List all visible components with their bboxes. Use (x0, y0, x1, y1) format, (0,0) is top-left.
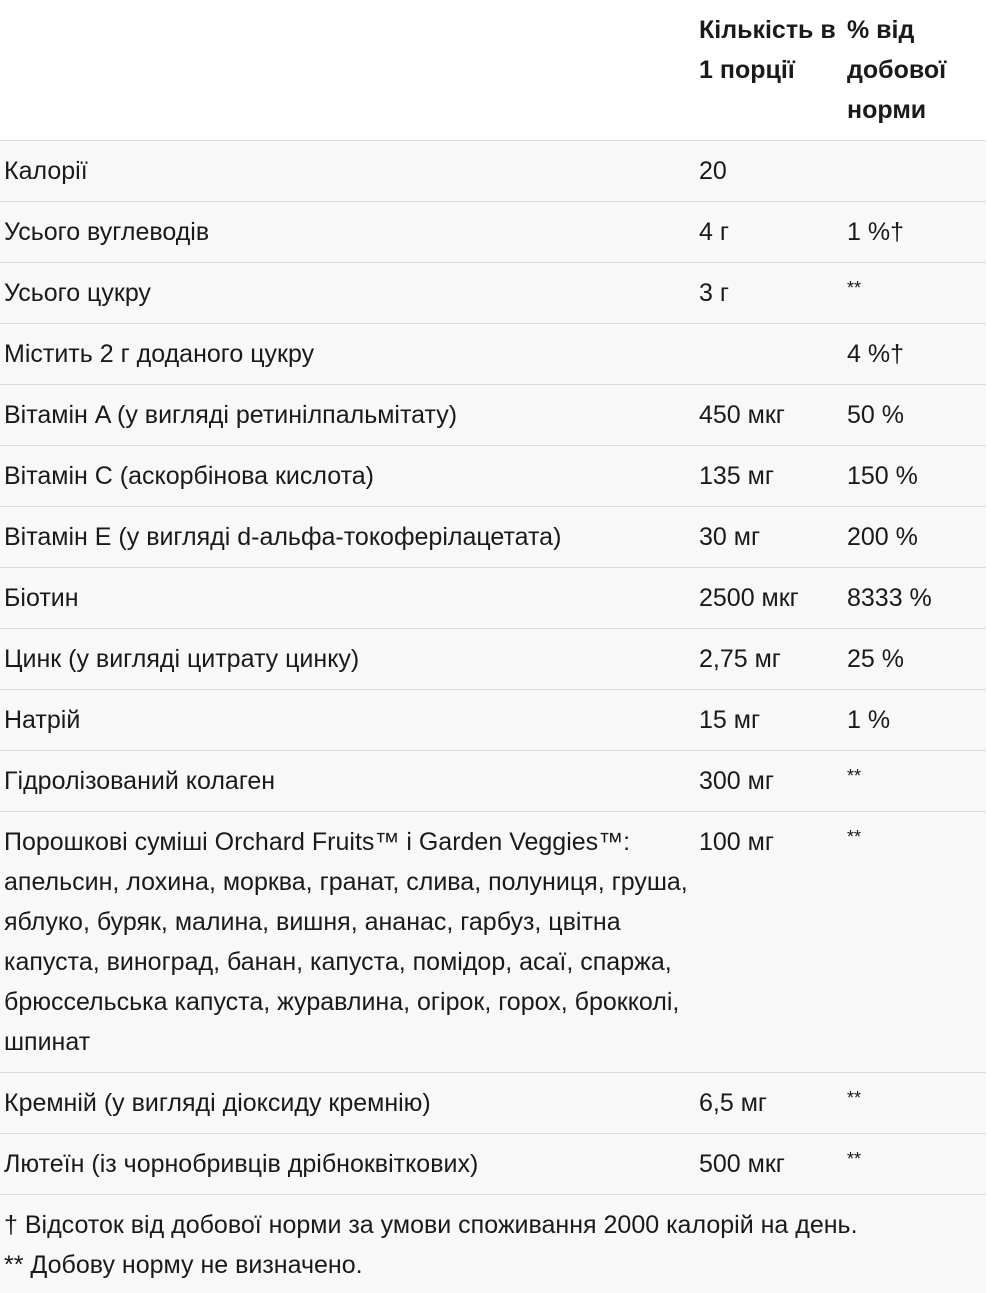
footnotes (0, 1195, 986, 1293)
amount-per-serving: 100 мг (695, 812, 843, 1073)
table-row (0, 324, 986, 385)
nutrient-name: Містить 2 г доданого цукру (0, 324, 695, 385)
table-row (0, 812, 986, 1073)
amount-per-serving: 300 мг (695, 751, 843, 812)
amount-per-serving: 6,5 мг (695, 1073, 843, 1134)
amount-per-serving: 500 мкг (695, 1134, 843, 1195)
table-row (0, 141, 986, 202)
daily-value-percent: ** (843, 751, 986, 812)
daily-value-percent: 25 % (843, 629, 986, 690)
daily-value-percent: ** (843, 812, 986, 1073)
nutrient-name: Вітамін C (аскорбінова кислота) (0, 446, 695, 507)
table-row (0, 690, 986, 751)
daily-value-percent: 150 % (843, 446, 986, 507)
daily-value-percent: ** (843, 1073, 986, 1134)
daily-value-percent: ** (843, 1134, 986, 1195)
amount-per-serving: 135 мг (695, 446, 843, 507)
nutrient-name: Цинк (у вигляді цитрату цинку) (0, 629, 695, 690)
amount-per-serving: 2,75 мг (695, 629, 843, 690)
amount-per-serving: 450 мкг (695, 385, 843, 446)
table-row (0, 263, 986, 324)
amount-per-serving: 2500 мкг (695, 568, 843, 629)
daily-value-percent: 200 % (843, 507, 986, 568)
footnote-row (0, 1195, 986, 1293)
daily-value-percent: 1 % (843, 690, 986, 751)
nutrient-name: Кремній (у вигляді діоксиду кремнію) (0, 1073, 695, 1134)
daily-value-percent: 4 %† (843, 324, 986, 385)
nutrient-name: Біотин (0, 568, 695, 629)
amount-per-serving: 4 г (695, 202, 843, 263)
table-row (0, 202, 986, 263)
nutrient-name: Калорії (0, 141, 695, 202)
nutrient-name: Гідролізований колаген (0, 751, 695, 812)
nutrient-name: Порошкові суміші Orchard Fruits™ і Garden Veggies™: апельсин, лохина, морква, гранат, слива, полуниця, груша, яблуко, буряк, малина, вишня, ананас, гарбуз, цвітна капуста, виноград, банан, капуста, помідор, асаї, спаржа, брюссельська капуста, журавлина, огірок, горох, брокколі, шпинат (0, 812, 695, 1073)
table-row (0, 1134, 986, 1195)
amount-per-serving: 3 г (695, 263, 843, 324)
table-row (0, 385, 986, 446)
amount-per-serving: 30 мг (695, 507, 843, 568)
nutrient-name: Усього цукру (0, 263, 695, 324)
header-daily-value: % від добової норми (843, 0, 986, 141)
daily-value-percent: 8333 % (843, 568, 986, 629)
footnote-double-star: ** Добову норму не визначено. (4, 1245, 982, 1285)
table-header-row (0, 0, 986, 141)
amount-per-serving (695, 324, 843, 385)
footnote-dagger: † Відсоток від добової норми за умови споживання 2000 калорій на день. (4, 1205, 982, 1245)
nutrient-name: Вітамін E (у вигляді d-альфа-токоферілацетата) (0, 507, 695, 568)
daily-value-percent: 50 % (843, 385, 986, 446)
nutrient-name: Натрій (0, 690, 695, 751)
table-row (0, 751, 986, 812)
daily-value-percent (843, 141, 986, 202)
daily-value-percent: 1 %† (843, 202, 986, 263)
nutrient-name: Усього вуглеводів (0, 202, 695, 263)
table-row (0, 446, 986, 507)
nutrient-name: Лютеїн (із чорнобривців дрібноквіткових) (0, 1134, 695, 1195)
nutrient-name: Вітамін A (у вигляді ретинілпальмітату) (0, 385, 695, 446)
amount-per-serving: 20 (695, 141, 843, 202)
daily-value-percent: ** (843, 263, 986, 324)
table-row (0, 568, 986, 629)
header-name (0, 0, 695, 141)
header-amount-per-serving: Кількість в 1 порції (695, 0, 843, 141)
table-row (0, 1073, 986, 1134)
table-row (0, 507, 986, 568)
table-row (0, 629, 986, 690)
amount-per-serving: 15 мг (695, 690, 843, 751)
